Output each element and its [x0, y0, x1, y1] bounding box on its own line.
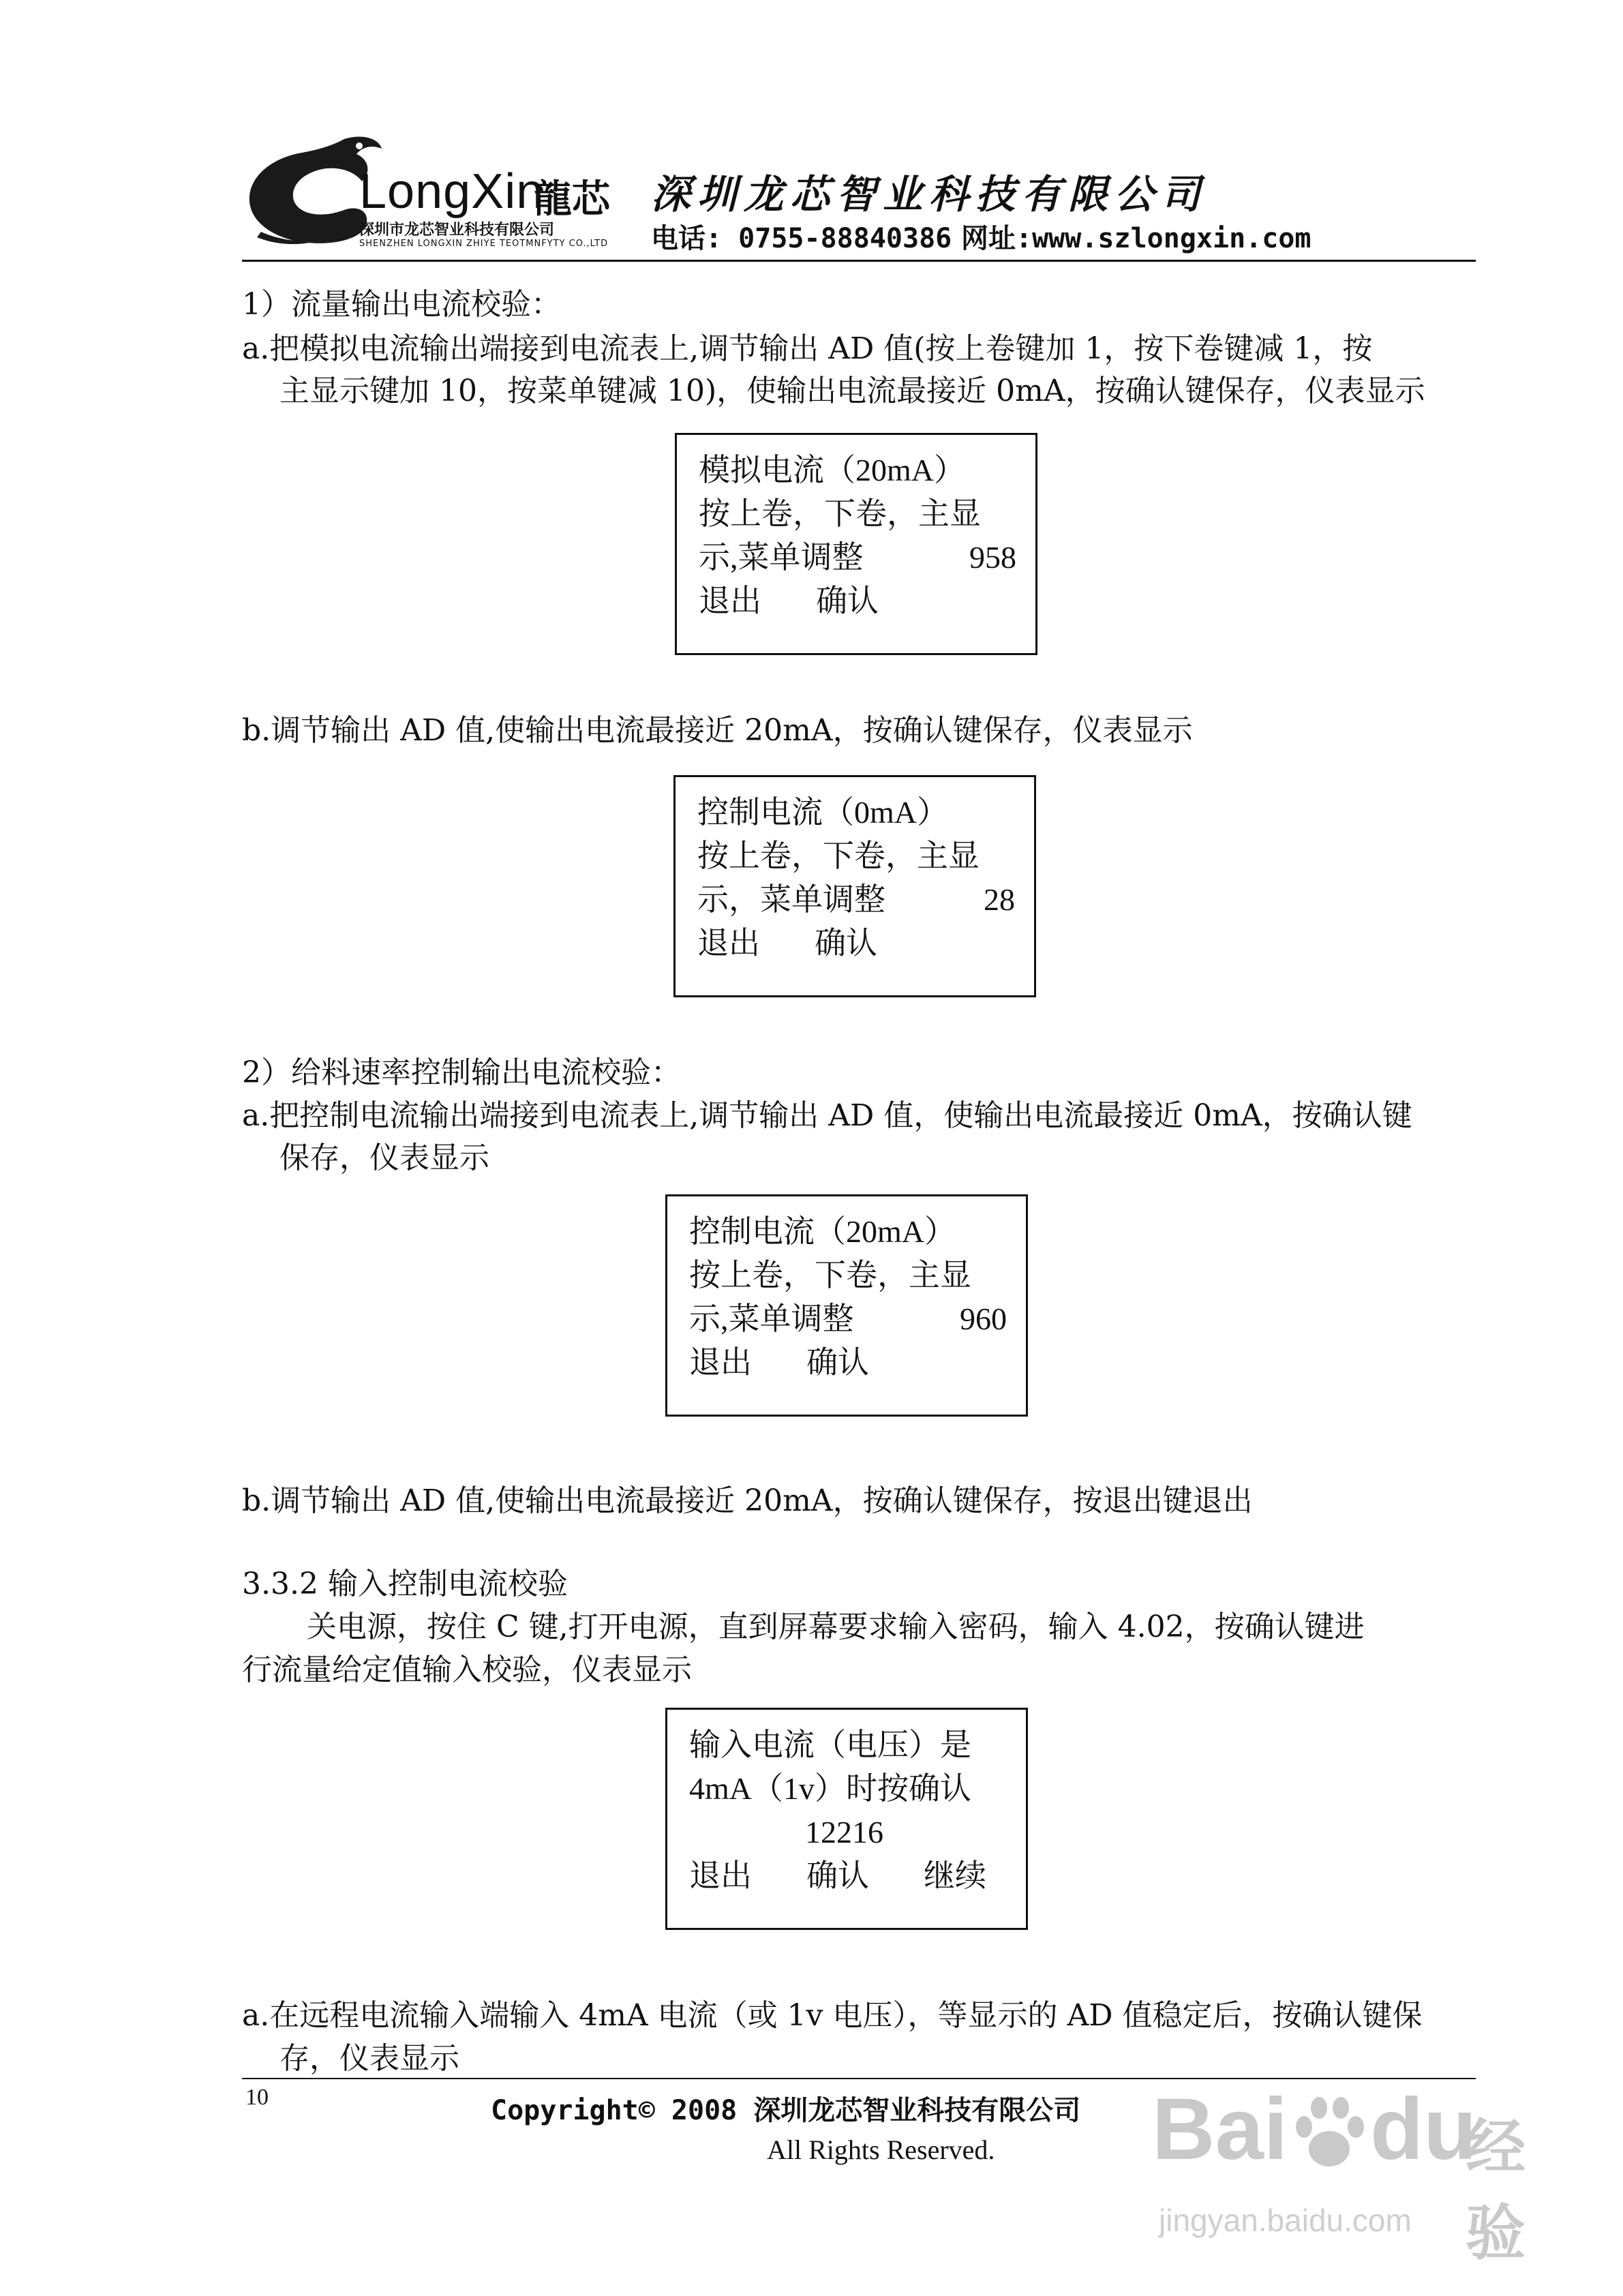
section1-step-a-line1: a.把模拟电流输出端接到电流表上,调节输出 AD 值(按上卷键加 1，按下卷键减 1，按: [242, 331, 1373, 366]
logo-english-name: LongXin: [359, 164, 545, 219]
section332-step-a-line1: a.在远程电流输入端输入 4mA 电流（或 1v 电压），等显示的 AD 值稳定后，按确认键保: [242, 1998, 1423, 2033]
section1-step-a-line2: 主显示键加 10，按菜单键减 10)，使输出电流最接近 0mA，按确认键保存，仪表显示: [279, 374, 1425, 408]
display-line: 模拟电流（20mA）: [699, 453, 965, 487]
display-line: 按上卷，下卷，主显: [697, 839, 980, 873]
page-number: 10: [245, 2085, 269, 2110]
display-line: 输入电流（电压）是: [689, 1727, 971, 1762]
section1-heading: 1）流量输出电流校验：: [242, 287, 561, 322]
section332-paragraph-line2: 行流量给定值输入校验，仪表显示: [242, 1652, 692, 1687]
baidu-watermark: [1152, 2072, 1534, 2277]
display-confirm-label: 确认: [806, 1858, 869, 1893]
watermark-url: jingyan.baidu.com: [1159, 2203, 1412, 2238]
display-line: 示,菜单调整: [699, 540, 864, 575]
logo-chinese-name: 龍芯: [534, 177, 610, 222]
phone-number: 电话: 0755-88840386: [651, 223, 952, 254]
company-logo: [242, 130, 624, 249]
section1-step-b: b.调节输出 AD 值,使输出电流最接近 20mA，按确认键保存，仪表显示: [242, 713, 1193, 748]
watermark-brand: Bai: [1152, 2081, 1288, 2178]
section2-step-a-line1: a.把控制电流输出端接到电流表上,调节输出 AD 值，使输出电流最接近 0mA，按确认键: [242, 1098, 1412, 1133]
meter-display-3: [665, 1194, 1028, 1417]
display-value: 958: [969, 540, 1016, 575]
paw-icon: [1292, 2093, 1367, 2175]
display-exit-label: 退出: [689, 1858, 752, 1893]
display-value: 28: [984, 882, 1015, 917]
display-line: 控制电流（20mA）: [689, 1214, 956, 1249]
company-name: 深圳龙芯智业科技有限公司: [651, 171, 1208, 217]
watermark-brand-suffix: du: [1370, 2081, 1477, 2178]
rights-reserved: All Rights Reserved.: [767, 2134, 995, 2165]
meter-display-2: [673, 775, 1036, 997]
logo-subtitle-cn: 深圳市龙芯智业科技有限公司: [359, 222, 555, 239]
display-value: 960: [960, 1301, 1007, 1336]
section2-heading: 2）给料速率控制输出电流校验：: [242, 1055, 681, 1090]
copyright-line: Copyright© 2008 深圳龙芯智业科技有限公司: [491, 2095, 1081, 2126]
display-exit-label: 退出: [699, 584, 761, 618]
meter-display-1: [675, 433, 1037, 655]
display-confirm-label: 确认: [806, 1345, 869, 1380]
display-continue-label: 继续: [924, 1858, 986, 1893]
display-line: 4mA（1v）时按确认: [689, 1771, 971, 1806]
section2-step-a-line2: 保存，仪表显示: [279, 1141, 489, 1175]
section2-step-b: b.调节输出 AD 值,使输出电流最接近 20mA，按确认键保存，按退出键退出: [242, 1483, 1253, 1518]
watermark-jingyan: 经验: [1466, 2113, 1526, 2267]
display-confirm-label: 确认: [815, 926, 877, 961]
display-confirm-label: 确认: [816, 584, 879, 618]
display-line: 控制电流（0mA）: [697, 795, 948, 830]
display-value: 12216: [805, 1815, 883, 1849]
section332-heading: 3.3.2 输入控制电流校验: [242, 1567, 568, 1601]
section332-step-a-line2: 存，仪表显示: [279, 2041, 459, 2076]
display-line: 按上卷，下卷，主显: [699, 496, 981, 531]
display-exit-label: 退出: [689, 1345, 752, 1380]
display-line: 示，菜单调整: [697, 882, 885, 917]
section332-paragraph-line1: 关电源，按住 C 键,打开电源，直到屏幕要求输入密码，输入 4.02，按确认键进: [307, 1610, 1365, 1644]
website-url: 网址:www.szlongxin.com: [961, 223, 1311, 254]
meter-display-4: [665, 1708, 1028, 1930]
logo-subtitle-en: SHENZHEN LONGXIN ZHIYE TEOTMNFYTY CO.,LTD: [359, 239, 609, 249]
display-line: 按上卷，下卷，主显: [689, 1258, 971, 1293]
display-line: 示,菜单调整: [689, 1301, 854, 1336]
display-exit-label: 退出: [697, 926, 760, 961]
header-divider: [242, 260, 1476, 262]
